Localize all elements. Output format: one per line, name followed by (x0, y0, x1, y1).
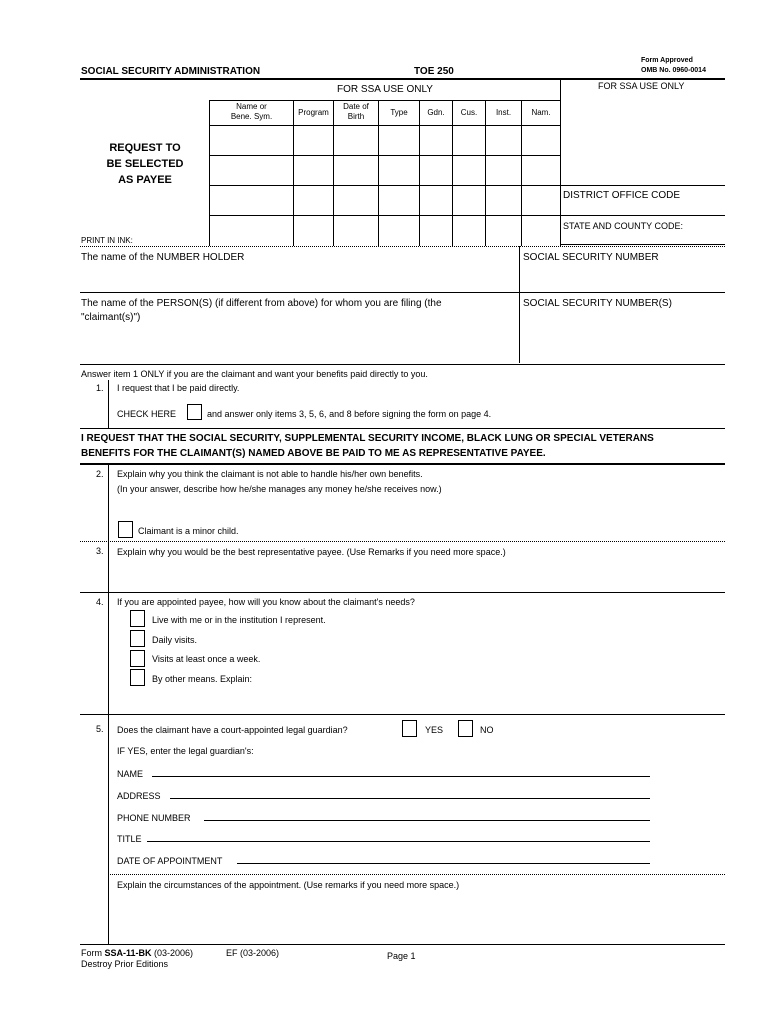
option-daily-visits: Daily visits. (152, 635, 198, 645)
no-label: NO (480, 725, 494, 735)
section-rule (80, 714, 725, 715)
col-cus: Cus. (460, 108, 478, 117)
minor-child-checkbox[interactable] (118, 521, 133, 538)
col-divider (293, 101, 294, 246)
claimant-label-line2: "claimant(s)") (81, 312, 141, 323)
form-title-line3: AS PAYEE (118, 174, 172, 186)
toe-code: TOE 250 (414, 66, 454, 77)
header-rule (80, 78, 725, 80)
col-divider (333, 101, 334, 246)
ssa-box-header-rule (209, 100, 561, 101)
col-program: Program (298, 108, 329, 117)
omb-number: OMB No. 0960-0014 (641, 67, 706, 74)
guardian-phone-label: PHONE NUMBER (117, 813, 191, 823)
guardian-phone-line (204, 820, 650, 821)
check-here-label: CHECK HERE (117, 409, 177, 419)
destroy-prior: Destroy Prior Editions (81, 959, 169, 969)
number-holder-label: The name of the NUMBER HOLDER (81, 252, 245, 263)
ssn-column-divider (519, 246, 520, 363)
col-divider (485, 101, 486, 246)
minor-child-label: Claimant is a minor child. (138, 526, 239, 536)
item1-after-check: and answer only items 3, 5, 6, and 8 before signing the form on page 4. (207, 409, 492, 419)
ssa-row-rule (209, 155, 561, 156)
claimant-input[interactable] (80, 328, 516, 361)
guardian-name-label: NAME (117, 769, 144, 779)
ssn-input[interactable] (522, 266, 722, 290)
claimant-label-line1: The name of the PERSON(S) (if different from above) for whom you are filing (the (81, 298, 442, 309)
guardian-no-checkbox[interactable] (458, 720, 473, 737)
col-gdn: Gdn. (427, 108, 445, 117)
option-weekly-visits: Visits at least once a week. (152, 654, 261, 664)
ssa-box-right-border (560, 78, 561, 246)
section-rule (80, 463, 725, 465)
item2-line2: (In your answer, describe how he/she manages any money he/she receives now.) (117, 484, 442, 494)
agency-name: SOCIAL SECURITY ADMINISTRATION (81, 66, 261, 77)
col-divider (521, 101, 522, 246)
col-dob (334, 102, 378, 122)
col-dob-line1: Date of (343, 102, 369, 111)
weekly-visits-checkbox[interactable] (130, 650, 145, 667)
section-rule (80, 428, 725, 429)
ssa-row-rule (209, 215, 725, 216)
item-number-rule (108, 464, 109, 944)
appointment-date-input[interactable] (237, 850, 650, 862)
guardian-title-line (147, 841, 650, 842)
col-type: Type (390, 108, 408, 117)
item2-line1: Explain why you think the claimant is not able to handle his/her own benefits. (117, 469, 423, 479)
section-rule (108, 874, 725, 875)
claimant-ssn-label: SOCIAL SECURITY NUMBER(S) (523, 298, 672, 309)
col-inst: Inst. (495, 108, 512, 117)
item3-answer[interactable] (117, 562, 717, 590)
form-title-line2: BE SELECTED (106, 158, 184, 170)
section-rule (80, 364, 725, 365)
option-live-with: Live with me or in the institution I represent. (152, 615, 326, 625)
appointment-date-line (237, 863, 650, 864)
col-dob-line2: Birth (347, 112, 365, 121)
ssa-use-only-right: FOR SSA USE ONLY (598, 81, 685, 91)
item5-question: Does the claimant have a court-appointed legal guardian? (117, 725, 348, 735)
number-holder-input[interactable] (80, 266, 516, 290)
col-divider (378, 101, 379, 246)
state-county-code-label: STATE AND COUNTY CODE: (563, 221, 684, 231)
form-title (80, 140, 210, 188)
district-code-rule (561, 185, 725, 186)
guardian-address-label: ADDRESS (117, 791, 161, 801)
item1-number: 1. (96, 383, 104, 393)
live-with-checkbox[interactable] (130, 610, 145, 627)
section-rule (80, 292, 725, 293)
ssa-use-only: FOR SSA USE ONLY (337, 84, 433, 95)
if-yes-label: IF YES, enter the legal guardian's: (117, 746, 254, 756)
print-in-ink: PRINT IN INK: (81, 236, 133, 245)
daily-visits-checkbox[interactable] (130, 630, 145, 647)
guardian-yes-checkbox[interactable] (402, 720, 417, 737)
yes-label: YES (425, 725, 444, 735)
col-name-line1: Name or (236, 102, 267, 111)
claimant-ssn-input[interactable] (522, 316, 722, 361)
item3-text: Explain why you would be the best representative payee. (Use Remarks if you need more space.) (117, 547, 506, 557)
item5-number: 5. (96, 724, 104, 734)
col-nam: Nam. (531, 108, 551, 117)
bottom-rule (80, 944, 725, 945)
col-divider (452, 101, 453, 246)
appointment-date-label: DATE OF APPOINTMENT (117, 856, 223, 866)
form-title-line1: REQUEST TO (109, 142, 181, 154)
guardian-title-label: TITLE (117, 834, 142, 844)
guardian-name-line (152, 776, 650, 777)
section-rule (80, 592, 725, 593)
col-name-bene (210, 102, 293, 122)
form-number: SSA-11-BK (104, 948, 152, 958)
ef-date: EF (03-2006) (226, 948, 280, 958)
ssa-row-rule (209, 185, 561, 186)
request-statement-line1: I REQUEST THAT THE SOCIAL SECURITY, SUPPLEMENTAL SECURITY INCOME, BLACK LUNG OR SPECIAL VETERANS (81, 433, 654, 444)
item3-number: 3. (96, 546, 104, 556)
guardian-address-line (170, 798, 650, 799)
other-means-checkbox[interactable] (130, 669, 145, 686)
option-other-means: By other means. Explain: (152, 674, 253, 684)
form-date: (03-2006) (151, 948, 194, 958)
section-rule (80, 246, 725, 247)
ssn-label: SOCIAL SECURITY NUMBER (523, 252, 659, 263)
item2-number: 2. (96, 469, 104, 479)
item-number-rule (108, 380, 109, 428)
guardian-address-input[interactable] (170, 785, 650, 797)
form-approved: Form Approved (641, 57, 693, 64)
ssa-box-col-rule (209, 125, 561, 126)
form-id (81, 948, 193, 958)
section-rule (80, 541, 725, 542)
item4-explain[interactable] (117, 688, 717, 712)
col-name-line2: Bene. Sym. (230, 112, 273, 121)
item4-text: If you are appointed payee, how will you know about the claimant's needs? (117, 597, 415, 607)
guardian-title-input[interactable] (147, 828, 650, 840)
col-divider (419, 101, 420, 246)
paid-directly-checkbox[interactable] (187, 404, 202, 420)
state-code-rule (561, 244, 725, 245)
item1-intro: Answer item 1 ONLY if you are the claimant and want your benefits paid directly to you. (81, 369, 428, 379)
item4-number: 4. (96, 597, 104, 607)
form-prefix: Form (81, 948, 105, 958)
guardian-name-input[interactable] (152, 763, 650, 775)
district-office-code-label: DISTRICT OFFICE CODE (563, 190, 681, 201)
circumstances-text: Explain the circumstances of the appointment. (Use remarks if you need more space.) (117, 880, 460, 890)
request-statement-line2: BENEFITS FOR THE CLAIMANT(S) NAMED ABOVE BE PAID TO ME AS REPRESENTATIVE PAYEE. (81, 448, 546, 459)
item1-text: I request that I be paid directly. (117, 383, 240, 393)
guardian-phone-input[interactable] (204, 807, 650, 819)
item2-answer[interactable] (117, 500, 717, 520)
page-number: Page 1 (387, 951, 416, 961)
